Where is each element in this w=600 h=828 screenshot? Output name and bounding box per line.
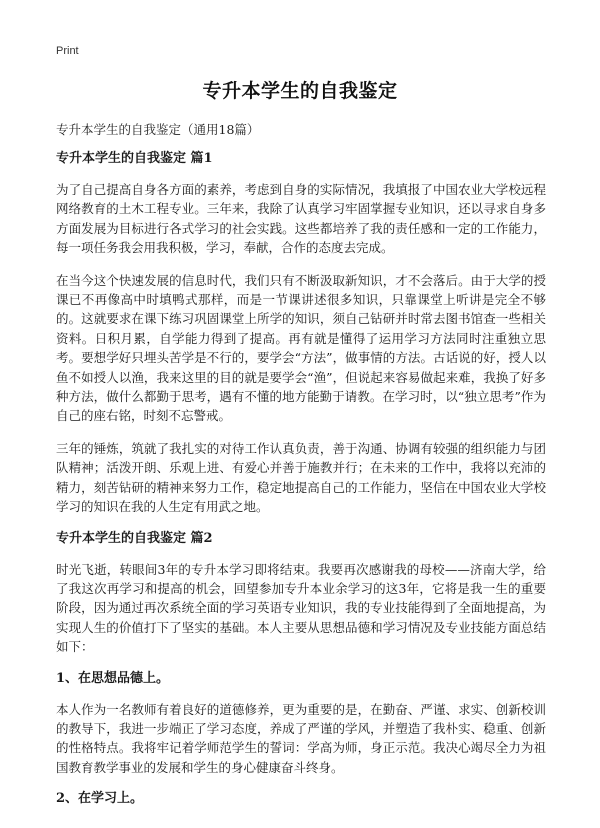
- print-label[interactable]: Print: [56, 45, 79, 57]
- subsection-heading-moral: 1、在思想品德上。: [56, 670, 170, 686]
- document-subtitle: 专升本学生的自我鉴定（通用18篇）: [56, 122, 260, 137]
- section-1-paragraph-3: 三年的锤炼，筑就了我扎实的对待工作认真负责，善于沟通、协调有较强的组织能力与团队精神；活泼开朗、乐观上进、有爱心并善于施教并行；在未来的工作中，我将以充沛的精力，刻苦钻研的精神来努力工作，稳定地提高自己的工作能力，坚信在中国农业大学校学习的知识在我的人生定有用武之地。: [56, 440, 546, 515]
- section-1-paragraph-1: 为了自己提高自身各方面的素养，考虑到自身的实际情况，我填报了中国农业大学校远程网络教育的土木工程专业。三年来，我除了认真学习牢固掌握专业知识，还以寻求自身多方面发展为目标进行各式学习的社会实践。这些都培养了我的责任感和一定的工作能力，每一项任务我会用我积极，学习，奉献，合作的态度去完成。: [56, 182, 546, 256]
- section-heading-2: 专升本学生的自我鉴定 篇2: [56, 530, 213, 546]
- subsection-heading-study: 2、在学习上。: [56, 791, 144, 807]
- subsection-moral-paragraph: 本人作为一名教师有着良好的道德修养，更为重要的是，在勤奋、严谨、求实、创新校训的教导下，我进一步端正了学习态度，养成了严谨的学风，并塑造了我朴实、稳重、创新的性格特点。我将牢记着学师范学生的誓词：学高为师，身正示范。我决心竭尽全力为祖国教育教学事业的发展和学生的身心健康奋斗终身。: [56, 701, 546, 775]
- section-1-paragraph-2: 在当今这个快速发展的信息时代，我们只有不断汲取新知识，才不会落后。由于大学的授课已不再像高中时填鸭式那样，而是一节课讲述很多知识，只靠课堂上听讲是完全不够的。这就要求在课下练习巩固课堂上所学的知识，须自己钻研并时常去图书馆查一些相关资料。日积月累，自学能力得到了提高。再有就是懂得了运用学习方法同时注重独立思考。要想学好只埋头苦学是不行的，要学会“方法”，做事情的方法。古话说的好，授人以鱼不如授人以渔，我来这里的目的就是要学会“渔”，但说起来容易做起来难，我换了好多种方法，做什么都勤于思考，遇有不懂的地方能勤于请教。在学习时，以“独立思考”作为自己的座右铭，时刻不忘警戒。: [56, 272, 546, 424]
- document-title: 专升本学生的自我鉴定: [202, 80, 398, 102]
- section-2-paragraph-1: 时光飞逝，转眼间3年的专升本学习即将结束。我要再次感谢我的母校——济南大学，给了我这次再学习和提高的机会，回望参加专升本业余学习的这3年，它将是我一生的重要阶段，因为通过再次系统全面的学习英语专业知识，我的专业技能得到了全面地提高，为实现人生的价值打下了坚实的基础。本人主要从思想品德和学习情况及专业技能方面总结如下：: [56, 561, 546, 655]
- document-body: [56, 150, 546, 820]
- section-heading-1: 专升本学生的自我鉴定 篇1: [56, 151, 213, 166]
